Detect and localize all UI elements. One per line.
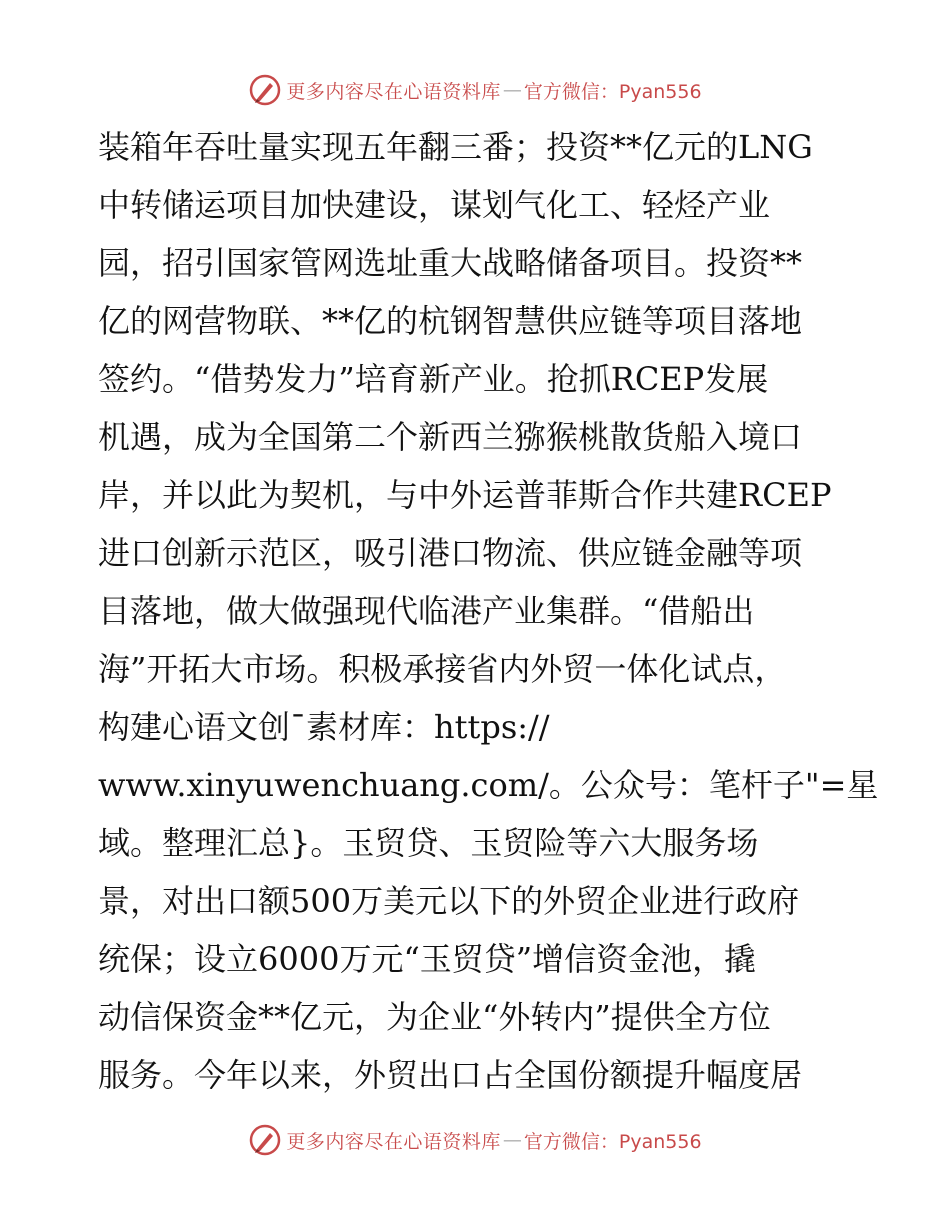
text-line: 签约。“借势发力”培育新产业。抢抓RCEP发展 bbox=[98, 360, 769, 398]
text-line: 海”开拓大市场。积极承接省内外贸一体化试点， bbox=[98, 650, 787, 688]
text-line: 亿的网营物联、**亿的杭钢智慧供应链等项目落地 bbox=[98, 302, 803, 340]
text-line: 目落地，做大做强现代临港产业集群。“借船出 bbox=[98, 592, 755, 630]
footer-banner bbox=[0, 1120, 950, 1160]
text-line: 域。整理汇总}。玉贸贷、玉贸险等六大服务场 bbox=[98, 824, 759, 862]
text-line: 岸，并以此为契机，与中外运普菲斯合作共建RCEP bbox=[98, 476, 832, 514]
header-banner-text: 更多内容尽在心语资料库 bbox=[286, 80, 501, 103]
text-line: 服务。今年以来，外贸出口占全国份额提升幅度居 bbox=[98, 1056, 803, 1094]
footer-banner-separator: — bbox=[502, 1129, 522, 1151]
text-line: 统保；设立6000万元“玉贸贷”增信资金池，撬 bbox=[98, 940, 757, 978]
footer-banner-account: 官方微信：Pyan556 bbox=[523, 1130, 702, 1153]
text-line: 构建心语文创¯素材库：https:// bbox=[98, 708, 550, 746]
text-line: 进口创新示范区，吸引港口物流、供应链金融等项 bbox=[98, 534, 803, 572]
header-banner bbox=[0, 70, 950, 110]
text-line: 园，招引国家管网选址重大战略储备项目。投资** bbox=[98, 244, 803, 282]
pen-logo-icon bbox=[248, 73, 282, 107]
header-banner-account: 官方微信：Pyan556 bbox=[523, 80, 702, 103]
text-line: 机遇，成为全国第二个新西兰猕猴桃散货船入境口 bbox=[98, 418, 803, 456]
text-line: www.xinyuwenchuang.com/。公众号：笔杆子"=星 bbox=[98, 766, 879, 804]
text-line: 中转储运项目加快建设，谋划气化工、轻烃产业 bbox=[98, 186, 771, 224]
pen-logo-icon bbox=[248, 1123, 282, 1157]
text-line: 景，对出口额500万美元以下的外贸企业进行政府 bbox=[98, 882, 800, 920]
header-banner-separator: — bbox=[502, 79, 522, 101]
text-line: 动信保资金**亿元，为企业“外转内”提供全方位 bbox=[98, 998, 771, 1036]
footer-banner-text: 更多内容尽在心语资料库 bbox=[286, 1130, 501, 1153]
text-line: 装箱年吞吐量实现五年翻三番；投资**亿元的LNG bbox=[98, 128, 813, 166]
body-paragraph bbox=[98, 118, 878, 1104]
